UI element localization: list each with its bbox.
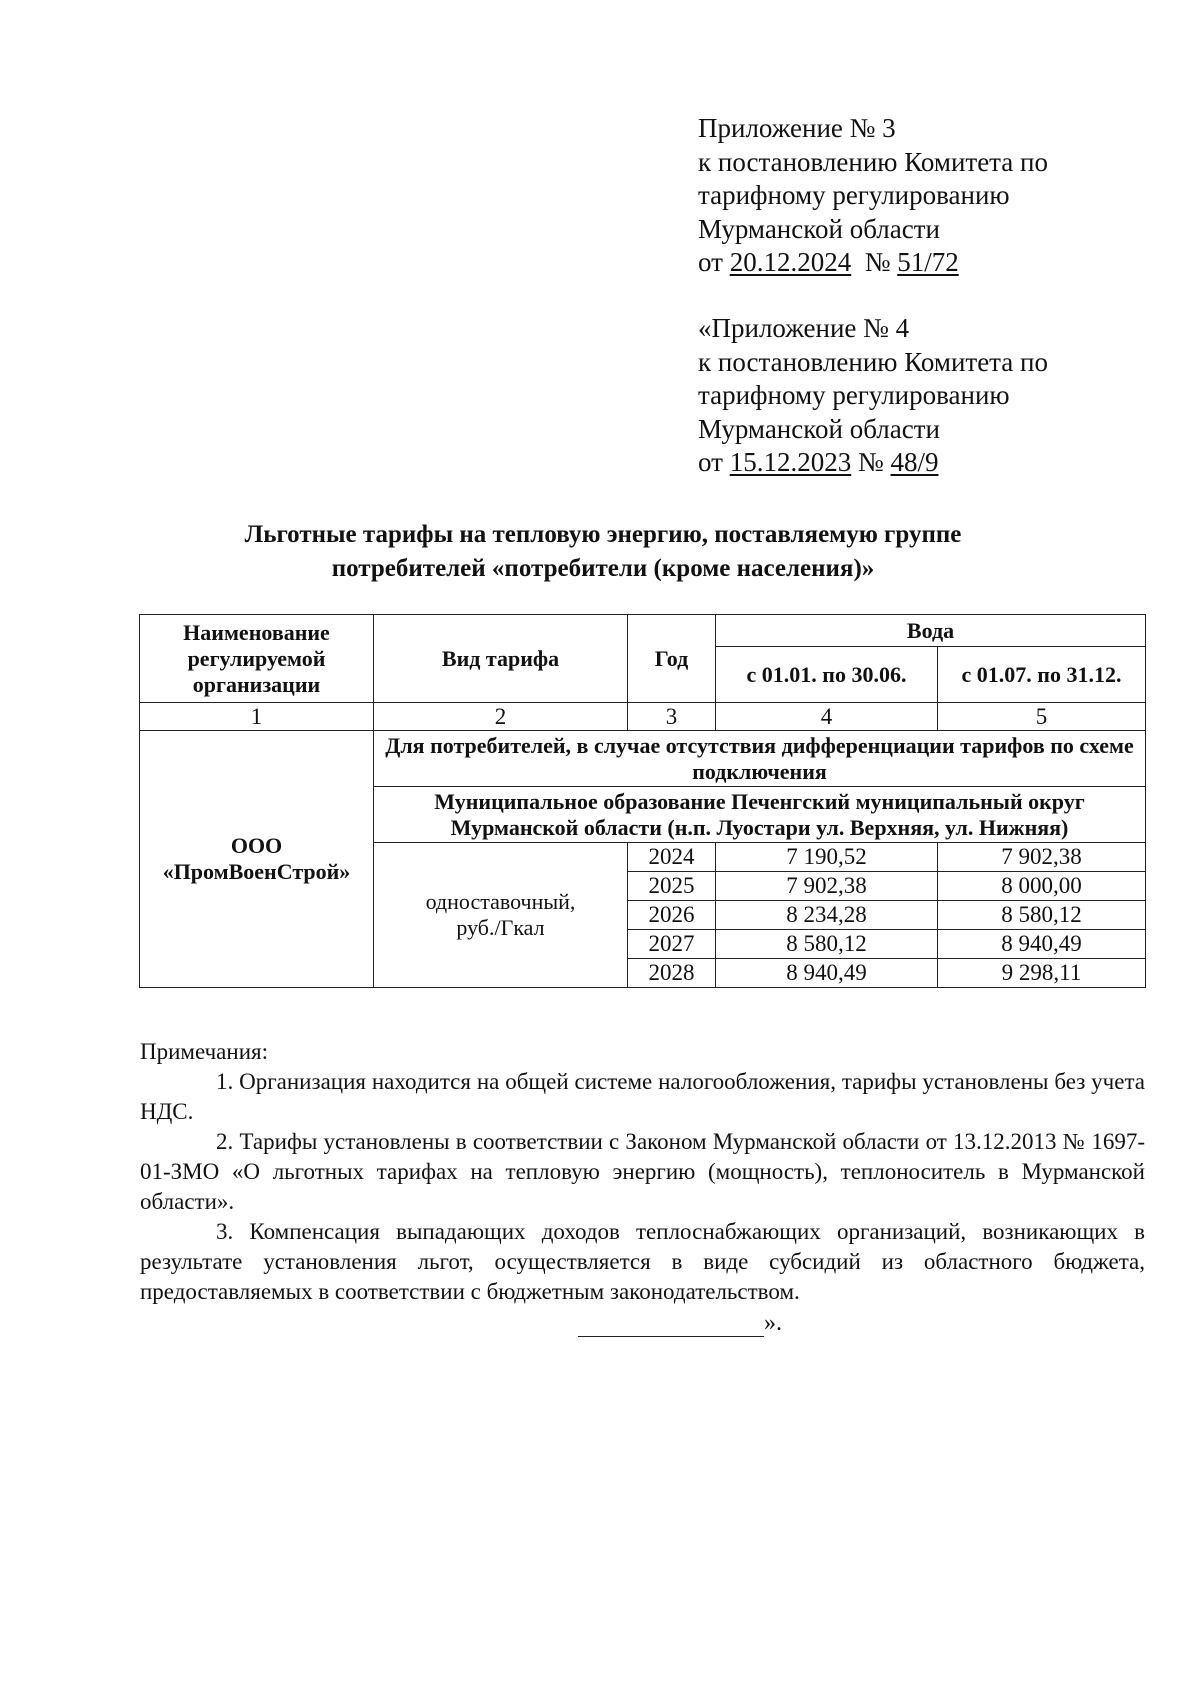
notes-section [140, 1037, 1145, 1307]
appendix-line: к постановлению Комитета по [698, 146, 1048, 177]
appendix-line: к постановлению Комитета по [698, 346, 1048, 377]
tariff-table [139, 614, 1146, 988]
appendix-line: Мурманской области [698, 413, 940, 444]
tariff-value-h2: 8 940,49 [938, 930, 1146, 959]
resolution-date: 20.12.2024 [729, 247, 852, 277]
municipality-line: Муниципальное образование Печенгский муниципальный округ [434, 788, 1085, 814]
date-prefix: от [698, 247, 723, 277]
header-tariff-type: Вид тарифа [374, 615, 628, 703]
municipality-line: Мурманской области (н.п. Луостари ул. Верхняя, ул. Нижняя) [450, 814, 1069, 840]
number-prefix: № [857, 447, 884, 477]
column-number: 4 [716, 703, 938, 731]
column-number: 5 [938, 703, 1146, 731]
note-item: 2. Тарифы установлены в соответствии с Законом Мурманской области от 13.12.2013 № 1697-01-ЗМО «О льготных тарифах на тепловую энергию (мощность), теплоноситель в Мурманской области». [140, 1129, 1145, 1214]
tariff-type-line: руб./Гкал [456, 915, 545, 940]
document-title [130, 518, 1076, 586]
appendix-header-original [698, 312, 1158, 480]
year-cell: 2025 [628, 872, 716, 901]
tariff-type-line: одноставочный, [425, 889, 576, 914]
header-water: Вода [716, 615, 1146, 647]
consumer-group-row: Для потребителей, в случае отсутствия дифференциации тарифов по схеме подключения [374, 731, 1146, 787]
organization-name: «ПромВоенСтрой» [162, 859, 351, 884]
appendix-date-line [698, 246, 1158, 280]
tariff-value-h1: 7 190,52 [716, 843, 938, 872]
number-prefix: № [864, 247, 891, 277]
year-cell: 2027 [628, 930, 716, 959]
header-period-1: с 01.01. по 30.06. [716, 647, 938, 703]
tariff-value-h2: 8 580,12 [938, 901, 1146, 930]
closing-line [578, 1310, 782, 1337]
appendix-date-line [698, 446, 1158, 480]
tariff-type-cell [374, 843, 628, 988]
municipality-row [374, 787, 1146, 843]
resolution-date: 15.12.2023 [729, 447, 852, 477]
appendix-line: Мурманской области [698, 213, 940, 244]
header-year: Год [628, 615, 716, 703]
appendix-title: «Приложение № 4 [698, 313, 910, 343]
header-organization: Наименование регулируемой организации [140, 615, 374, 703]
title-line: Льготные тарифы на тепловую энергию, поставляемую группе [244, 521, 962, 548]
column-number: 1 [140, 703, 374, 731]
appendix-header-current [698, 112, 1158, 280]
resolution-number: 51/72 [897, 247, 959, 277]
note-item: 1. Организация находится на общей системе налогообложения, тарифы установлены без учета НДС. [140, 1069, 1145, 1124]
resolution-number: 48/9 [890, 447, 939, 477]
title-line: потребителей «потребители (кроме населения)» [331, 555, 875, 582]
column-number: 2 [374, 703, 628, 731]
notes-heading: Примечания: [140, 1039, 268, 1064]
header-period-2: с 01.07. по 31.12. [938, 647, 1146, 703]
date-prefix: от [698, 447, 723, 477]
tariff-value-h2: 7 902,38 [938, 843, 1146, 872]
organization-form: ООО [230, 833, 283, 858]
appendix-line: тарифному регулированию [698, 180, 1010, 210]
organization-cell [140, 731, 374, 988]
signature-line [578, 1314, 764, 1337]
note-item: 3. Компенсация выпадающих доходов теплоснабжающих организаций, возникающих в результате установления льгот, осуществляется в виде субсидий из областного бюджета, предоставляемых в соответствии с бюджетным законодательством. [140, 1219, 1145, 1304]
tariff-value-h1: 8 580,12 [716, 930, 938, 959]
tariff-value-h2: 8 000,00 [938, 872, 1146, 901]
year-cell: 2024 [628, 843, 716, 872]
closing-quote: ». [764, 1310, 782, 1336]
year-cell: 2028 [628, 959, 716, 988]
tariff-value-h1: 8 940,49 [716, 959, 938, 988]
appendix-title: Приложение № 3 [698, 113, 896, 143]
tariff-value-h1: 8 234,28 [716, 901, 938, 930]
column-number: 3 [628, 703, 716, 731]
appendix-line: тарифному регулированию [698, 380, 1010, 410]
year-cell: 2026 [628, 901, 716, 930]
tariff-value-h1: 7 902,38 [716, 872, 938, 901]
tariff-value-h2: 9 298,11 [938, 959, 1146, 988]
